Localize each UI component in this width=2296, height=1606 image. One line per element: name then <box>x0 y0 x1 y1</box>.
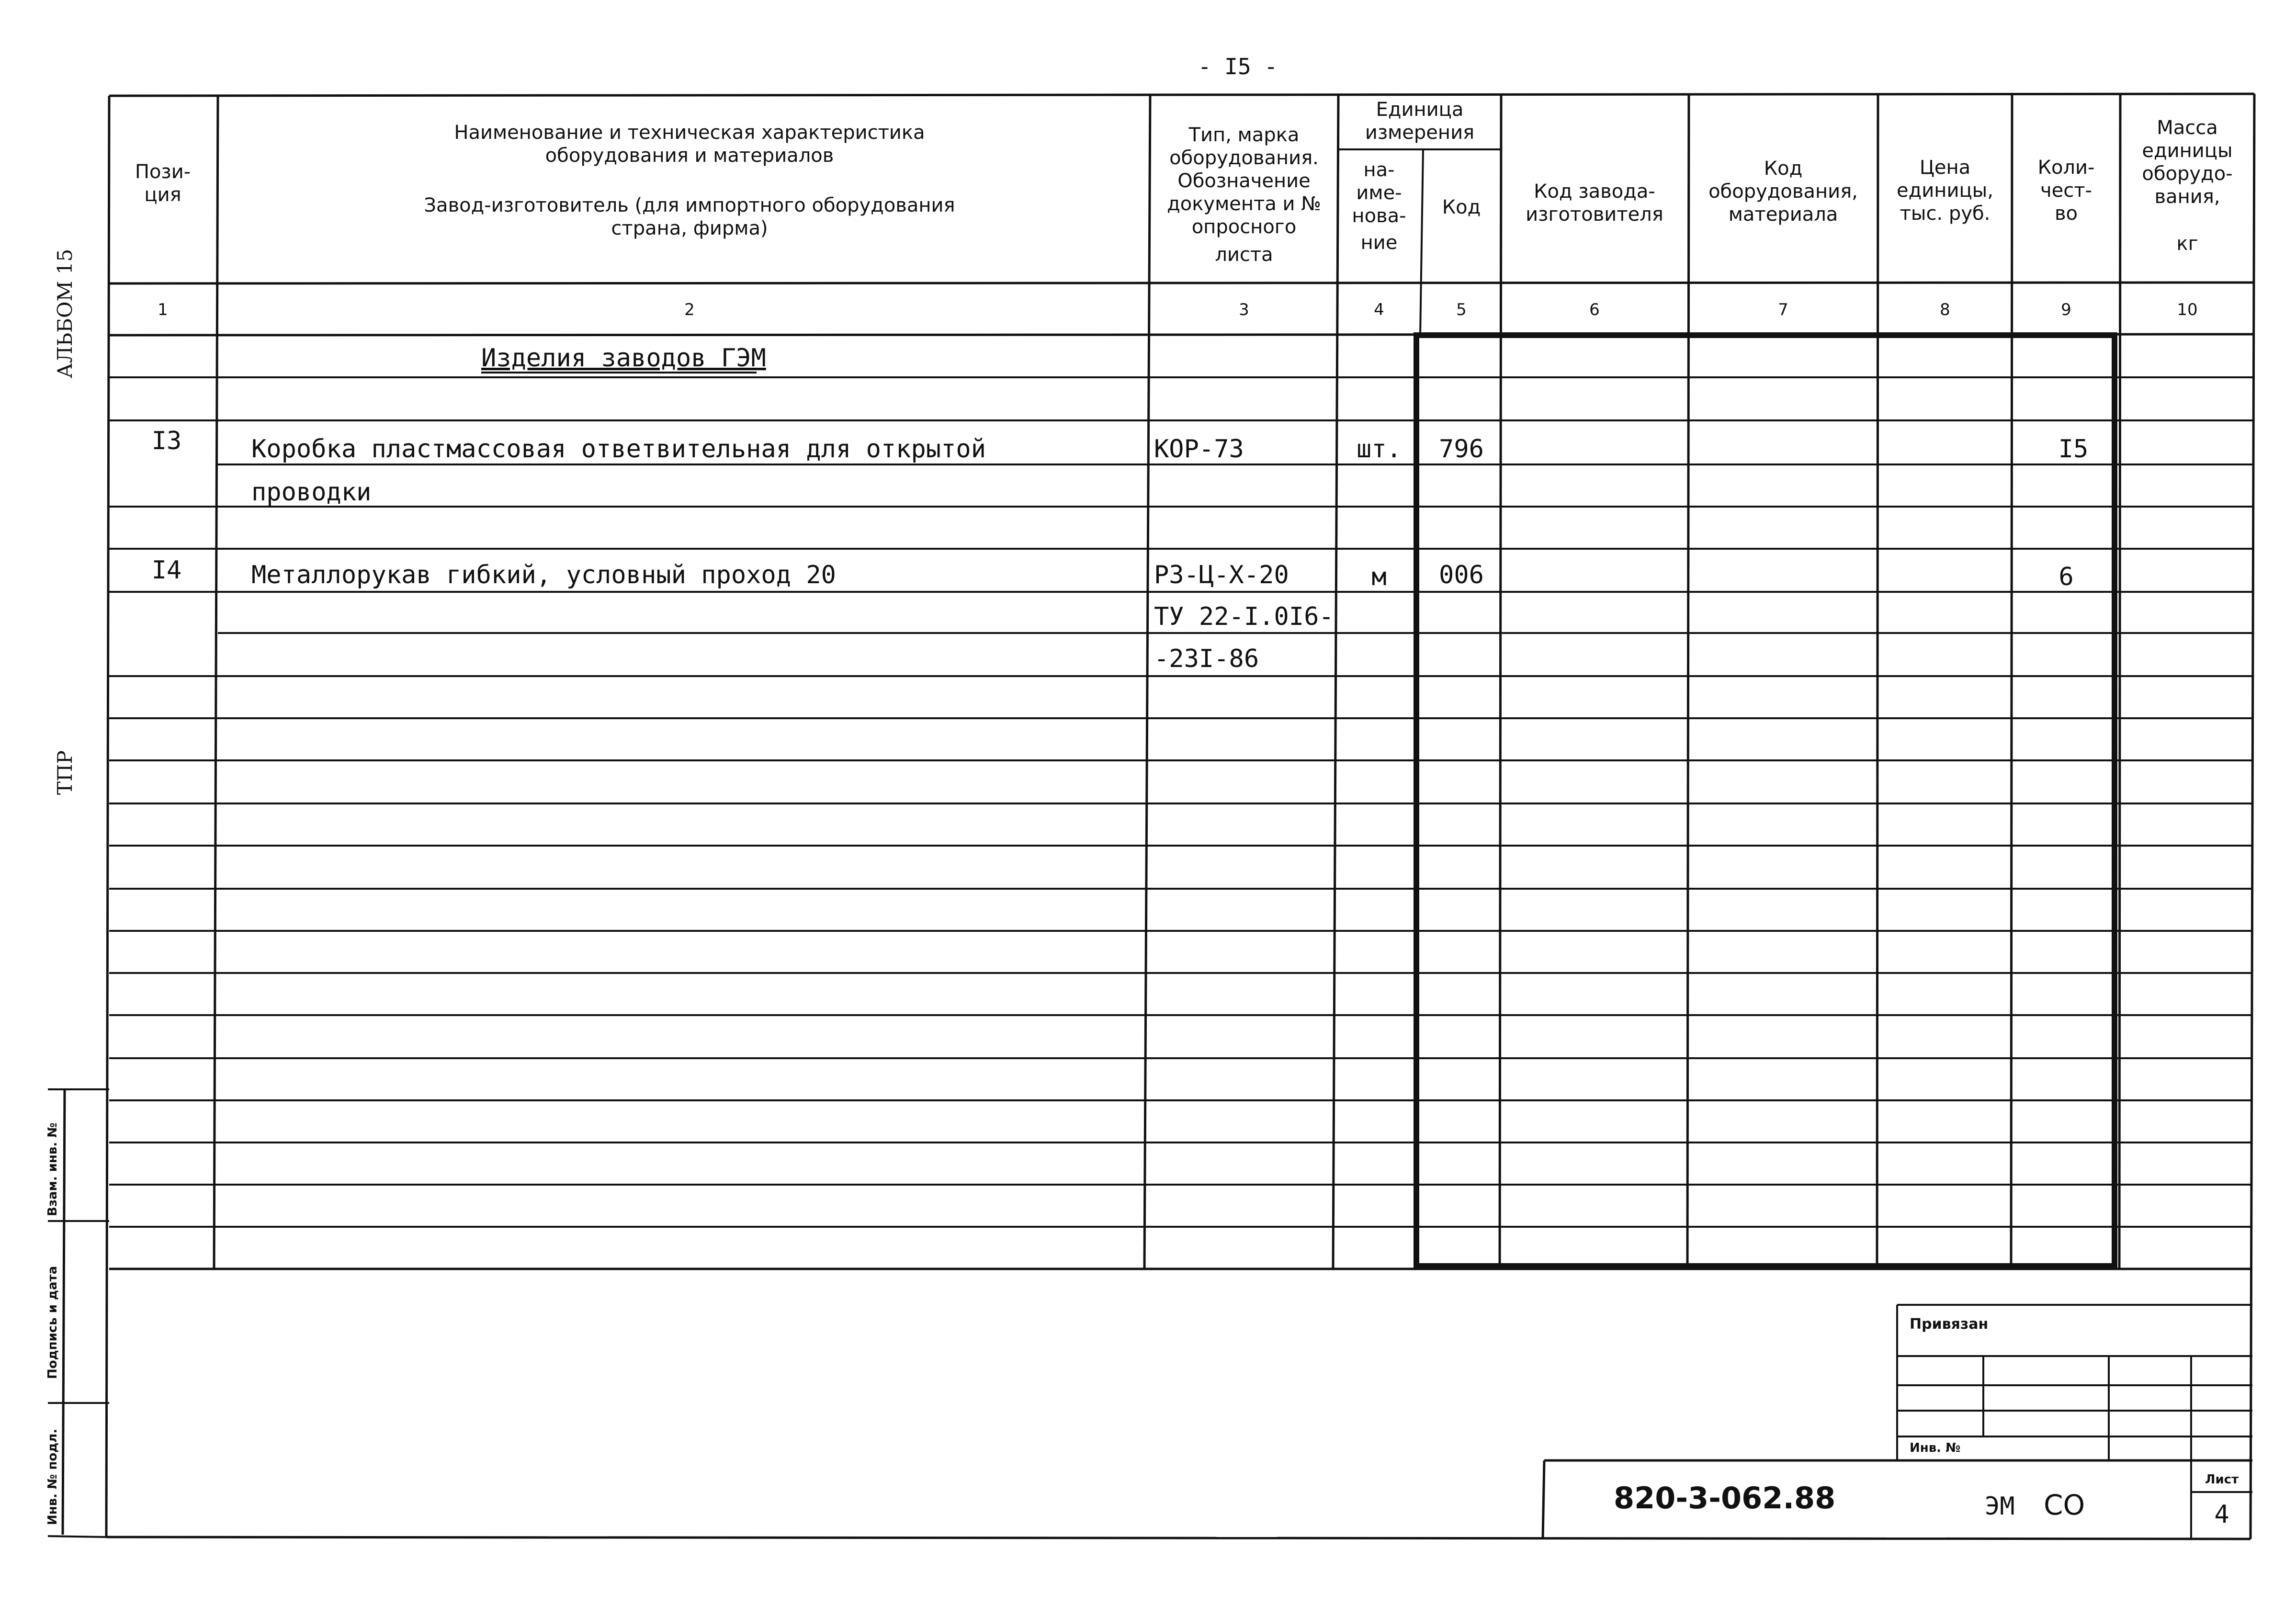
row-code: 796 <box>1439 435 1484 464</box>
row-quantity: 6 <box>2058 563 2074 591</box>
header-unit-l2: измерения <box>1365 122 1475 144</box>
header-col6-l1: Код завода- <box>1534 181 1655 203</box>
header-col2-b-l1: Завод-изготовитель (для импортного оборудования <box>424 194 955 216</box>
header-col10-l3: оборудо- <box>2142 163 2233 185</box>
header-col1-l1: Пози- <box>135 161 191 183</box>
header-unit-l1: Единица <box>1376 99 1464 121</box>
header-col9-l3: во <box>2054 203 2078 225</box>
row-unit: м <box>1371 563 1387 591</box>
header-col2-a-l1: Наименование и техническая характеристика <box>454 122 925 144</box>
tpr-label: ТПР <box>53 750 77 795</box>
row-name-line1: Коробка пластмассовая ответвительная для открытой <box>251 435 986 464</box>
inv-no-label: Инв. № <box>1910 1441 1961 1455</box>
podpis-data-label: Подпись и дата <box>45 1266 60 1379</box>
row-position: I4 <box>151 556 182 585</box>
row-name-line1: Металлорукав гибкий, условный проход 20 <box>251 561 836 589</box>
header-col2-a-l2: оборудования и материалов <box>545 145 834 167</box>
column-number: 10 <box>2177 300 2198 319</box>
doc-code: 820-3-062.88 <box>1614 1481 1836 1516</box>
column-number: 2 <box>684 300 695 319</box>
header-col10-l1: Масса <box>2157 117 2218 139</box>
row-type: КОР-73 <box>1154 435 1244 464</box>
header-col3-l3: Обозначение <box>1177 170 1311 192</box>
header-col3-l5: опросного <box>1191 216 1297 238</box>
column-number: 4 <box>1374 300 1384 319</box>
header-col10-l5: кг <box>2176 233 2198 255</box>
header-col8-l3: тыс. руб. <box>1900 203 1991 225</box>
row-unit: шт. <box>1357 435 1402 464</box>
row-name-line2: проводки <box>251 478 372 507</box>
row-quantity: I5 <box>2058 435 2089 464</box>
column-number: 5 <box>1456 300 1467 319</box>
column-number: 6 <box>1589 300 1600 319</box>
header-col3-l6: листа <box>1215 244 1273 266</box>
column-number: 1 <box>158 300 168 319</box>
header-col4-l2: име- <box>1356 182 1402 204</box>
header-col10-l4: вания, <box>2154 186 2220 208</box>
album-label: АЛЬБОМ 15 <box>53 249 77 378</box>
table-row <box>152 556 2074 673</box>
header-col5: Код <box>1442 196 1481 218</box>
header-col4-l1: на- <box>1363 159 1395 181</box>
row-type-line2: ТУ 22-I.0I6- <box>1154 602 1334 631</box>
column-numbers-row <box>158 300 2197 319</box>
doc-em: ЭМ <box>1985 1492 2015 1521</box>
header-col2-b-l2: страна, фирма) <box>611 217 768 239</box>
privyazan-label: Привязан <box>1910 1316 1989 1333</box>
header-col8-l1: Цена <box>1919 157 1971 179</box>
header-col4-l3: нова- <box>1352 205 1406 227</box>
row-code: 006 <box>1439 561 1484 589</box>
column-lines <box>214 95 2120 1269</box>
header-col7-l2: оборудования, <box>1708 181 1858 203</box>
header-col6-l2: изготовителя <box>1526 204 1663 226</box>
table-header <box>135 99 2233 266</box>
column-number: 7 <box>1778 300 1788 319</box>
list-number: 4 <box>2214 1500 2229 1529</box>
row-type-line1: РЗ-Ц-Х-20 <box>1154 561 1289 589</box>
vzam-inv-label: Взам. инв. № <box>45 1122 60 1216</box>
header-col7-l1: Код <box>1764 158 1803 180</box>
header-col3-l1: Тип, марка <box>1188 124 1300 146</box>
header-col1-l2: ция <box>144 184 181 206</box>
row-type-line3: -23I-86 <box>1154 645 1259 673</box>
header-col4-l4: ние <box>1360 232 1398 254</box>
row-lines <box>109 377 2252 1269</box>
header-col7-l3: материала <box>1728 204 1838 226</box>
header-col8-l2: единицы, <box>1897 180 1993 202</box>
thick-block-border <box>1416 335 2115 1266</box>
header-col3-l4: документа и № <box>1167 193 1321 215</box>
column-number: 8 <box>1940 300 1950 319</box>
doc-co: СО <box>2044 1489 2085 1521</box>
header-col9-l1: Коли- <box>2037 157 2095 179</box>
header-col10-l2: единицы <box>2142 140 2233 162</box>
column-number: 9 <box>2061 300 2071 319</box>
section-title: Изделия заводов ГЭМ <box>481 344 766 373</box>
header-col9-l2: чест- <box>2040 180 2092 202</box>
table-row <box>152 427 2089 507</box>
row-position: I3 <box>151 427 182 455</box>
list-label: Лист <box>2205 1472 2239 1487</box>
inv-podl-label: Инв. № подл. <box>45 1428 60 1525</box>
page-number: - I5 - <box>1198 54 1278 79</box>
header-col3-l2: оборудования. <box>1169 147 1319 169</box>
column-number: 3 <box>1239 300 1249 319</box>
